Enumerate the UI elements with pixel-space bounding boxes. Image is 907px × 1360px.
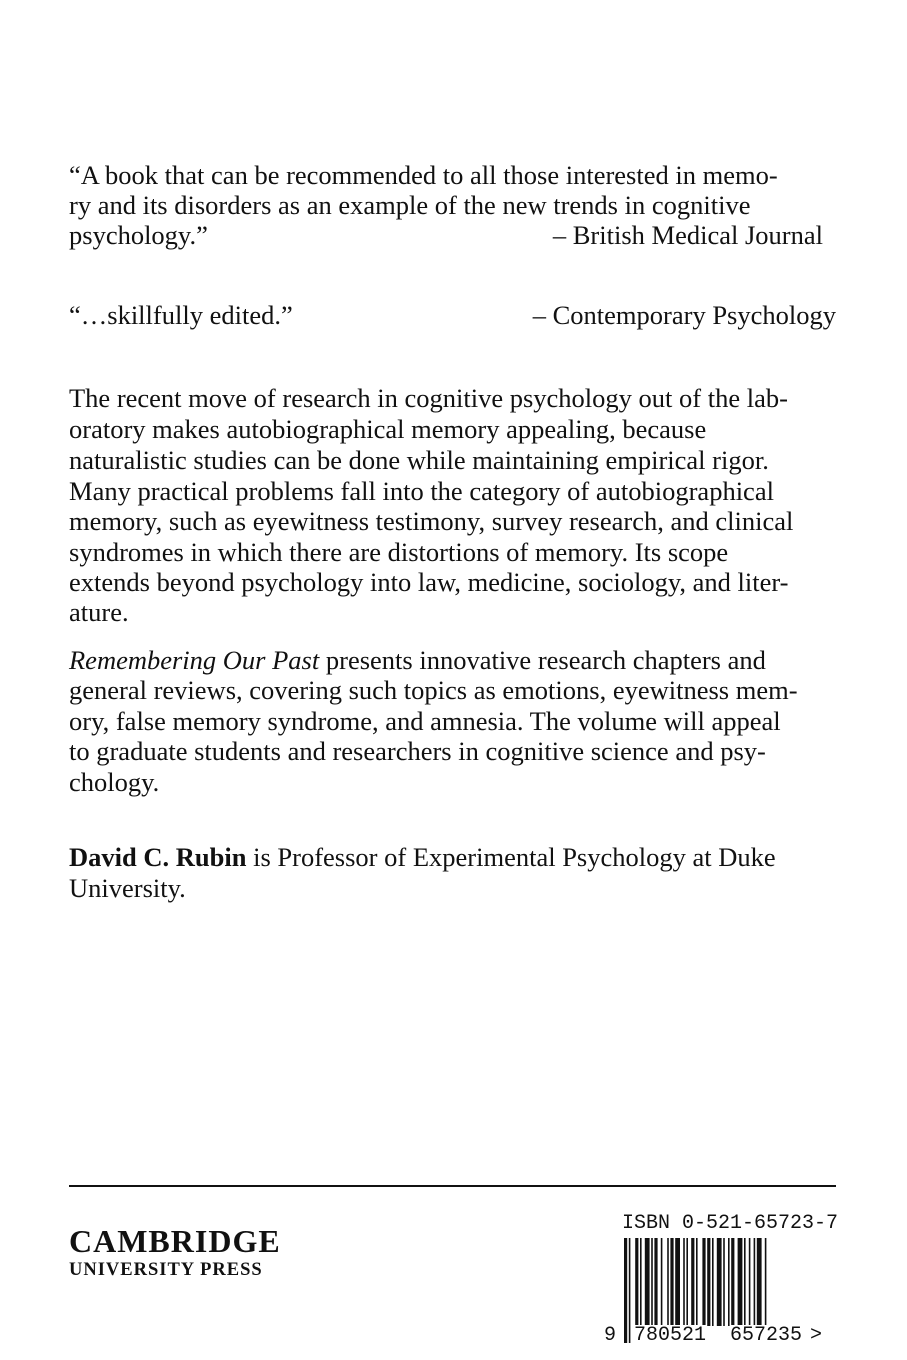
- barcode-lead-digit: 9: [604, 1324, 617, 1347]
- review-2-quote: “…skillfully edited.”: [69, 300, 293, 330]
- barcode-bar: [723, 1238, 725, 1326]
- barcode-bar: [728, 1238, 730, 1326]
- barcode-bar: [757, 1238, 762, 1326]
- desc-p1-line-4: Many practical problems fall into the category of autobiographical: [69, 476, 774, 506]
- barcode-bar: [670, 1238, 673, 1326]
- barcode-bar: [749, 1238, 751, 1326]
- barcode-bar: [712, 1238, 714, 1326]
- author-bio-line-1: [69, 842, 776, 872]
- review-1-line-2: ry and its disorders as an example of the new trends in cognitive: [69, 190, 751, 220]
- barcode-bar: [645, 1238, 650, 1326]
- barcode-bar: [624, 1238, 627, 1343]
- barcode-bar: [629, 1238, 631, 1343]
- barcode-bar: [651, 1238, 653, 1326]
- barcode-bar: [667, 1238, 669, 1326]
- author-name: David C. Rubin: [69, 842, 247, 872]
- barcode-bar: [717, 1238, 722, 1326]
- desc-p2-line-1: [69, 645, 766, 675]
- barcode-bar: [744, 1238, 746, 1326]
- desc-p1-line-3: naturalistic studies can be done while maintaining empirical rigor.: [69, 445, 769, 475]
- barcode-bar: [640, 1238, 642, 1326]
- barcode-bar: [683, 1238, 685, 1326]
- publisher-subtitle: UNIVERSITY PRESS: [69, 1260, 263, 1280]
- barcode-digits-right: 657235: [730, 1324, 803, 1347]
- desc-p2-line-4: to graduate students and researchers in cognitive science and psy-: [69, 736, 766, 766]
- barcode-bar: [654, 1238, 657, 1326]
- review-1-source: – British Medical Journal: [552, 220, 823, 250]
- publisher-name: CAMBRIDGE: [69, 1223, 281, 1259]
- desc-p2-line-3: ory, false memory syndrome, and amnesia. The volume will appeal: [69, 706, 781, 736]
- desc-p1-line-5: memory, such as eyewitness testimony, survey research, and clinical: [69, 506, 794, 536]
- barcode-bar: [635, 1238, 638, 1326]
- review-1-line-3: psychology.”: [69, 220, 208, 250]
- desc-p1-line-2: oratory makes autobiographical memory appealing, because: [69, 414, 707, 444]
- author-bio-rest: is Professor of Experimental Psychology at Duke: [246, 842, 776, 872]
- desc-p2-line-5: chology.: [69, 767, 160, 797]
- desc-p1-line-6: syndromes in which there are distortions of memory. Its scope: [69, 537, 729, 567]
- barcode-bar: [707, 1238, 710, 1326]
- book-title: Remembering Our Past: [69, 645, 320, 675]
- desc-p1-line-7: extends beyond psychology into law, medicine, sociology, and liter-: [69, 567, 789, 597]
- review-1-line-1: “A book that can be recommended to all those interested in memo-: [69, 160, 778, 190]
- divider-rule: [69, 1185, 836, 1187]
- author-bio-line-2: University.: [69, 873, 186, 903]
- barcode-digits-left: 780521: [634, 1324, 707, 1347]
- barcode-bar: [691, 1238, 694, 1326]
- barcode-bar: [661, 1238, 663, 1326]
- desc-p2-line-2: general reviews, covering such topics as emotions, eyewitness mem-: [69, 675, 798, 705]
- desc-p1-line-8: ature.: [69, 597, 129, 627]
- barcode-bar: [738, 1238, 743, 1326]
- barcode-bar: [686, 1238, 688, 1326]
- isbn-label: ISBN 0-521-65723-7: [622, 1212, 839, 1235]
- barcode-bar: [731, 1238, 734, 1326]
- review-2-source: – Contemporary Psychology: [532, 300, 836, 330]
- desc-p1-line-1: The recent move of research in cognitive psychology out of the lab-: [69, 383, 788, 413]
- barcode-end-marker: >: [810, 1324, 823, 1347]
- barcode-bar: [754, 1238, 756, 1326]
- desc-p2-line-1-rest: presents innovative research chapters and: [319, 645, 766, 675]
- barcode-bar: [675, 1238, 680, 1326]
